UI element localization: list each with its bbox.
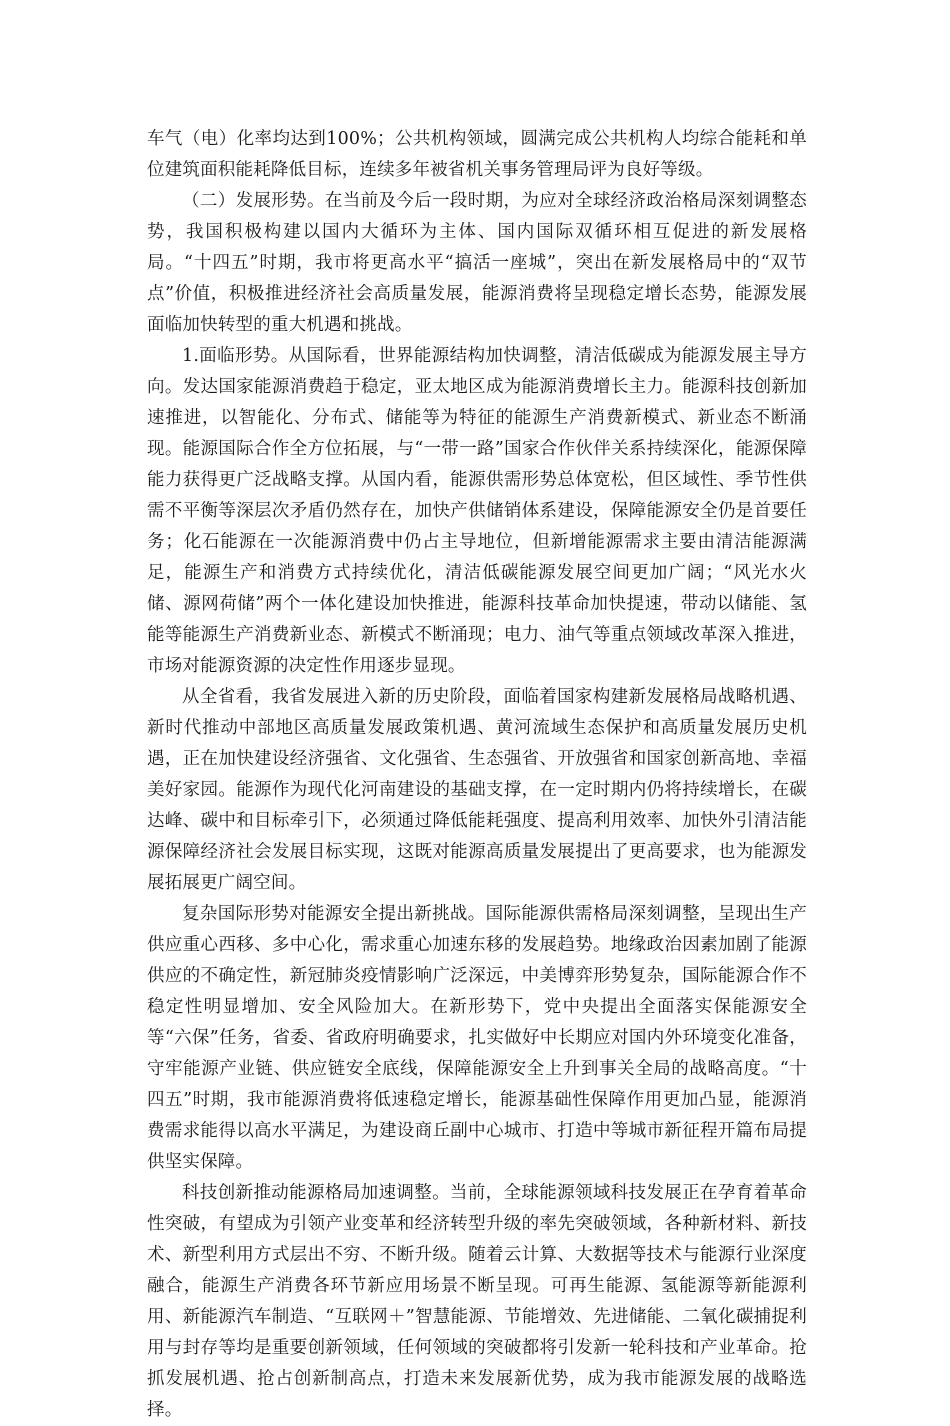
paragraph-tech-innovation: 科技创新推动能源格局加速调整。当前，全球能源领域科技发展正在孕育着革命性突破，有望成为引领产业变革和经济转型升级的率先突破领域，各种新材料、新技术、新型利用方式层出不穷、不断升级。随着云计算、大数据等技术与能源行业深度融合，能源生产消费各环节新应用场景不断呈现。可再生能源、氢能源等新能源利用、新能源汽车制造、“互联网＋”智慧能源、节能增效、先进储能、二氧化碳捕捉利用与封存等均是重要创新领域，任何领域的突破都将引发新一轮科技和产业革命。抢抓发展机遇、抢占创新制高点，打造未来发展新优势，成为我市能源发展的战略选择。 — [147, 1183, 807, 1420]
paragraph-energy-security: 复杂国际形势对能源安全提出新挑战。国际能源供需格局深刻调整，呈现出生产供应重心西移、多中心化，需求重心加速东移的发展趋势。地缘政治因素加剧了能源供应的不确定性，新冠肺炎疫情影响广泛深远，中美博弈形势复杂，国际能源合作不稳定性明显增加、安全风险加大。在新形势下，党中央提出全面落实保能源安全等“六保”任务，省委、省政府明确要求，扎实做好中长期应对国内外环境变化准备，守牢能源产业链、供应链安全底线，保障能源安全上升到事关全局的战略高度。“十四五”时期，我市能源消费将低速稳定增长，能源基础性保障作用更加凸显，能源消费需求能得以高水平满足，为建设商丘副中心城市、打造中等城市新征程开篇布局提供坚实保障。 — [147, 904, 807, 1172]
document-page — [147, 124, 807, 1426]
paragraph-province-outlook: 从全省看，我省发展进入新的历史阶段，面临着国家构建新发展格局战略机遇、新时代推动中部地区高质量发展政策机遇、黄河流域生态保护和高质量发展历史机遇，正在加快建设经济强省、文化强省、生态强省、开放强省和国家创新高地、幸福美好家园。能源作为现代化河南建设的基础支撑，在一定时期内仍将持续增长，在碳达峰、碳中和目标牵引下，必须通过降低能耗强度、提高利用效率、加快外引清洁能源保障经济社会发展目标实现，这既对能源高质量发展提出了更高要求，也为能源发展拓展更广阔空间。 — [147, 687, 807, 893]
paragraph-development-situation: （二）发展形势。在当前及今后一段时期，为应对全球经济政治格局深刻调整态势，我国积极构建以国内大循环为主体、国内国际双循环相互促进的新发展格局。“十四五”时期，我市将更高水平“搞活一座城”，突出在新发展格局中的“双节点”价值，积极推进经济社会高质量发展，能源消费将呈现稳定增长态势，能源发展面临加快转型的重大机遇和挑战。 — [147, 191, 807, 335]
paragraph-energy-achievements: 车气（电）化率均达到100%；公共机构领域，圆满完成公共机构人均综合能耗和单位建筑面积能耗降低目标，连续多年被省机关事务管理局评为良好等级。 — [147, 129, 807, 180]
paragraph-facing-situation: 1.面临形势。从国际看，世界能源结构加快调整，清洁低碳成为能源发展主导方向。发达国家能源消费趋于稳定，亚太地区成为能源消费增长主力。能源科技创新加速推进，以智能化、分布式、储能等为特征的能源生产消费新模式、新业态不断涌现。能源国际合作全方位拓展，与“一带一路”国家合作伙伴关系持续深化，能源保障能力获得更广泛战略支撑。从国内看，能源供需形势总体宽松，但区域性、季节性供需不平衡等深层次矛盾仍然存在，加快产供储销体系建设，保障能源安全仍是首要任务；化石能源在一次能源消费中仍占主导地位，但新增能源需求主要由清洁能源满足，能源生产和消费方式持续优化，清洁低碳能源发展空间更加广阔；“风光水火储、源网荷储”两个一体化建设加快推进，能源科技革命加快提速，带动以储能、氢能等能源生产消费新业态、新模式不断涌现；电力、油气等重点领域改革深入推进，市场对能源资源的决定性作用逐步显现。 — [147, 346, 807, 676]
